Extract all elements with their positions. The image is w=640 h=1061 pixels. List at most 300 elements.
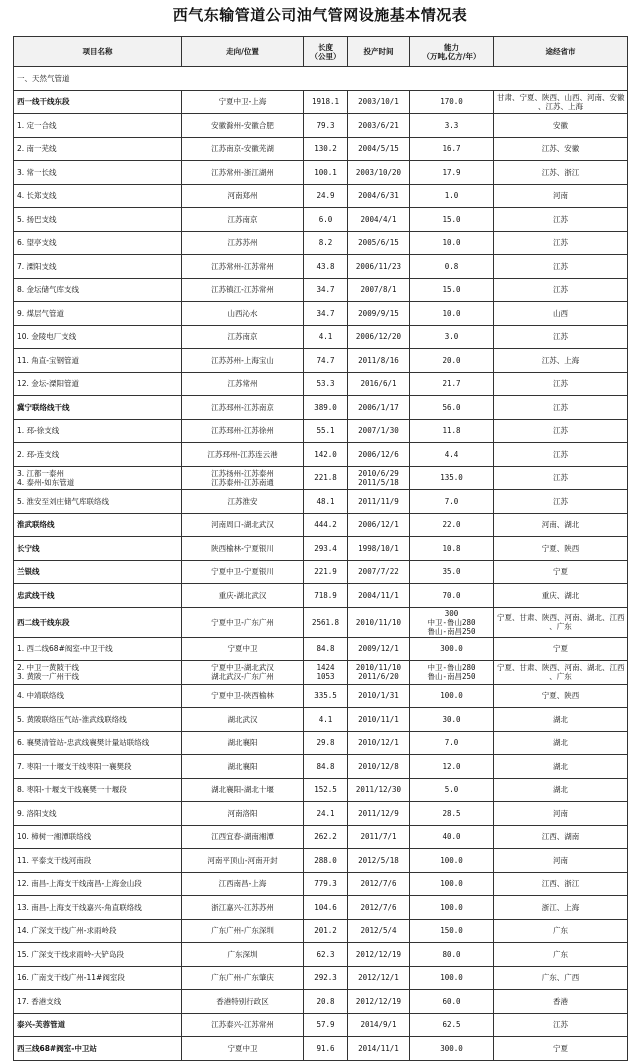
date-cell bbox=[348, 231, 410, 255]
capacity-text: 3.3 bbox=[444, 120, 459, 130]
length-text: 55.1 bbox=[316, 426, 335, 436]
route-cell bbox=[182, 349, 304, 373]
provinces-cell bbox=[494, 943, 628, 967]
capacity-cell bbox=[410, 1037, 494, 1061]
route-cell bbox=[182, 966, 304, 990]
page-title: 西气东输管道公司油气管网设施基本情况表 bbox=[172, 6, 468, 24]
length-cell bbox=[304, 896, 348, 920]
capacity-text: 70.0 bbox=[442, 590, 461, 600]
project-name-text: 6. 襄樊清管站-忠武线襄樊计量站联络线 bbox=[17, 738, 150, 748]
date-cell bbox=[348, 755, 410, 779]
table-row bbox=[14, 943, 628, 967]
capacity-text: 15.0 bbox=[442, 285, 461, 295]
table-row bbox=[14, 396, 628, 420]
length-cell bbox=[304, 560, 348, 584]
length-text: 779.3 bbox=[314, 879, 337, 889]
project-name-text: 忠武线干线 bbox=[17, 590, 55, 600]
capacity-cell bbox=[410, 490, 494, 514]
provinces-text: 河南、湖北 bbox=[541, 520, 580, 530]
length-cell bbox=[304, 966, 348, 990]
table-row bbox=[14, 537, 628, 561]
route-text: 江西南昌-上海 bbox=[218, 879, 267, 889]
date-text: 2004/11/1 bbox=[358, 590, 399, 600]
date-text: 2005/6/15 bbox=[358, 238, 399, 248]
project-name-text: 8. 枣阳-十堰支干线襄樊一十堰段 bbox=[17, 785, 127, 795]
date-cell bbox=[348, 778, 410, 802]
date-cell bbox=[348, 849, 410, 873]
provinces-cell bbox=[494, 231, 628, 255]
capacity-text: 300.0 bbox=[440, 1043, 463, 1053]
provinces-text: 江苏 bbox=[553, 1020, 568, 1030]
length-cell bbox=[304, 419, 348, 443]
length-cell bbox=[304, 684, 348, 708]
capacity-text: 鲁山-南昌250 bbox=[427, 672, 476, 682]
provinces-text: 江苏 bbox=[553, 496, 568, 506]
provinces-cell bbox=[494, 966, 628, 990]
length-cell bbox=[304, 137, 348, 161]
project-name-cell bbox=[14, 466, 182, 490]
capacity-cell bbox=[410, 919, 494, 943]
route-cell bbox=[182, 114, 304, 138]
project-name-cell bbox=[14, 896, 182, 920]
project-name-cell bbox=[14, 208, 182, 232]
capacity-cell bbox=[410, 349, 494, 373]
project-name-cell bbox=[14, 443, 182, 467]
project-name-cell bbox=[14, 161, 182, 185]
capacity-text: 170.0 bbox=[440, 97, 463, 107]
project-name-cell bbox=[14, 802, 182, 826]
project-name-cell bbox=[14, 490, 182, 514]
provinces-cell bbox=[494, 1013, 628, 1037]
capacity-text: 15.0 bbox=[442, 214, 461, 224]
provinces-text: 湖北 bbox=[553, 714, 568, 724]
capacity-text: 60.0 bbox=[442, 996, 461, 1006]
table-row bbox=[14, 919, 628, 943]
project-name-cell bbox=[14, 607, 182, 637]
project-name-text: 淮武联络线 bbox=[17, 520, 55, 530]
project-name-cell bbox=[14, 560, 182, 584]
provinces-text: 江苏 bbox=[553, 449, 568, 459]
project-name-text: 9. 洛阳支线 bbox=[17, 808, 57, 818]
project-name-text: 8. 金坛储气库支线 bbox=[17, 285, 80, 295]
length-cell bbox=[304, 208, 348, 232]
provinces-cell bbox=[494, 302, 628, 326]
table-row bbox=[14, 90, 628, 114]
table-row bbox=[14, 990, 628, 1014]
project-name-cell bbox=[14, 990, 182, 1014]
capacity-cell bbox=[410, 325, 494, 349]
route-cell bbox=[182, 1037, 304, 1061]
length-text: 1424 bbox=[316, 663, 335, 673]
section-label: 一、天然气管道 bbox=[14, 67, 628, 91]
project-name-cell bbox=[14, 90, 182, 114]
date-text: 2012/12/19 bbox=[355, 949, 402, 959]
capacity-cell bbox=[410, 396, 494, 420]
capacity-cell bbox=[410, 137, 494, 161]
route-cell bbox=[182, 443, 304, 467]
length-cell bbox=[304, 661, 348, 685]
capacity-text: 中卫-鲁山280 bbox=[427, 617, 476, 627]
provinces-text: 、广东 bbox=[549, 672, 572, 682]
capacity-text: 30.0 bbox=[442, 714, 461, 724]
length-text: 100.1 bbox=[314, 167, 337, 177]
date-text: 2009/12/1 bbox=[358, 644, 399, 654]
length-text: 201.2 bbox=[314, 926, 337, 936]
date-text: 2010/6/29 bbox=[358, 468, 399, 478]
capacity-text: 40.0 bbox=[442, 832, 461, 842]
length-text: 79.3 bbox=[316, 120, 335, 130]
length-cell bbox=[304, 372, 348, 396]
length-cell bbox=[304, 607, 348, 637]
route-text: 江苏南京 bbox=[227, 214, 258, 224]
route-text: 江苏常州-浙江湖州 bbox=[211, 167, 274, 177]
capacity-cell bbox=[410, 684, 494, 708]
route-text: 江苏苏州 bbox=[227, 238, 258, 248]
header-route: 走向/位置 bbox=[182, 37, 304, 67]
project-name-text: 2. 中卫一黄陂干线 bbox=[17, 663, 80, 673]
date-text: 2003/6/21 bbox=[358, 120, 399, 130]
capacity-text: 100.0 bbox=[440, 691, 463, 701]
project-name-text: 14. 广深支干线广州-求雨岭段 bbox=[17, 926, 117, 936]
project-name-text: 6. 望亭支线 bbox=[17, 238, 57, 248]
capacity-cell bbox=[410, 872, 494, 896]
length-cell bbox=[304, 161, 348, 185]
capacity-text: 10.8 bbox=[442, 543, 461, 553]
capacity-cell bbox=[410, 708, 494, 732]
project-name-text: 10. 樟树一湘潭联络线 bbox=[17, 832, 92, 842]
capacity-text: 10.0 bbox=[442, 238, 461, 248]
date-text: 2011/11/9 bbox=[358, 496, 399, 506]
table-row bbox=[14, 607, 628, 637]
table-row bbox=[14, 302, 628, 326]
capacity-text: 11.8 bbox=[442, 426, 461, 436]
capacity-text: 80.0 bbox=[442, 949, 461, 959]
date-text: 2016/6/1 bbox=[360, 379, 397, 389]
route-cell bbox=[182, 584, 304, 608]
length-text: 57.9 bbox=[316, 1020, 335, 1030]
project-name-text: 13. 南昌-上海支干线嘉兴-角直联络线 bbox=[17, 902, 142, 912]
length-text: 6.0 bbox=[318, 214, 333, 224]
capacity-text: 100.0 bbox=[440, 879, 463, 889]
table-row bbox=[14, 208, 628, 232]
route-text: 江苏邳州-江苏徐州 bbox=[211, 426, 274, 436]
route-text: 宁夏中卫 bbox=[227, 1043, 258, 1053]
capacity-cell bbox=[410, 943, 494, 967]
pipeline-table bbox=[13, 36, 628, 1061]
table-row bbox=[14, 802, 628, 826]
provinces-text: 河南 bbox=[553, 191, 568, 201]
route-text: 河南周口-湖北武汉 bbox=[211, 520, 274, 530]
length-cell bbox=[304, 755, 348, 779]
length-cell bbox=[304, 802, 348, 826]
project-name-cell bbox=[14, 708, 182, 732]
route-text: 湖北武汉-广东广州 bbox=[211, 672, 274, 682]
provinces-cell bbox=[494, 872, 628, 896]
provinces-text: 、江苏、上海 bbox=[538, 101, 583, 111]
capacity-cell bbox=[410, 825, 494, 849]
date-cell bbox=[348, 161, 410, 185]
project-name-cell bbox=[14, 325, 182, 349]
date-cell bbox=[348, 1013, 410, 1037]
date-text: 2010/11/1 bbox=[358, 714, 399, 724]
capacity-text: 1.0 bbox=[444, 191, 459, 201]
provinces-text: 江苏、浙江 bbox=[541, 167, 580, 177]
provinces-text: 宁夏 bbox=[553, 567, 568, 577]
project-name-cell bbox=[14, 231, 182, 255]
route-cell bbox=[182, 1013, 304, 1037]
route-cell bbox=[182, 684, 304, 708]
route-text: 河南洛阳 bbox=[227, 808, 258, 818]
capacity-cell bbox=[410, 513, 494, 537]
header-row bbox=[14, 37, 628, 67]
table-row bbox=[14, 661, 628, 685]
length-cell bbox=[304, 490, 348, 514]
project-name-cell bbox=[14, 114, 182, 138]
route-cell bbox=[182, 90, 304, 114]
length-text: 335.5 bbox=[314, 691, 337, 701]
date-text: 2012/12/19 bbox=[355, 996, 402, 1006]
date-text: 2011/6/20 bbox=[358, 672, 399, 682]
project-name-cell bbox=[14, 849, 182, 873]
section-row bbox=[14, 67, 628, 91]
project-name-text: 5. 扬巴支线 bbox=[17, 214, 57, 224]
provinces-text: 江苏、上海 bbox=[541, 355, 580, 365]
route-cell bbox=[182, 419, 304, 443]
length-text: 84.8 bbox=[316, 644, 335, 654]
capacity-cell bbox=[410, 778, 494, 802]
length-cell bbox=[304, 513, 348, 537]
date-cell bbox=[348, 990, 410, 1014]
route-cell bbox=[182, 278, 304, 302]
project-name-cell bbox=[14, 1013, 182, 1037]
project-name-text: 泰兴-芙蓉管道 bbox=[17, 1020, 66, 1030]
date-text: 2011/8/16 bbox=[358, 355, 399, 365]
project-name-cell bbox=[14, 537, 182, 561]
provinces-cell bbox=[494, 825, 628, 849]
project-name-text: 12. 南昌-上海支干线南昌-上海金山段 bbox=[17, 879, 142, 889]
provinces-text: 江西、浙江 bbox=[541, 879, 580, 889]
capacity-cell bbox=[410, 990, 494, 1014]
date-text: 2012/5/18 bbox=[358, 855, 399, 865]
length-text: 62.3 bbox=[316, 949, 335, 959]
length-text: 2561.8 bbox=[311, 617, 340, 627]
provinces-cell bbox=[494, 990, 628, 1014]
capacity-text: 5.0 bbox=[444, 785, 459, 795]
length-text: 34.7 bbox=[316, 285, 335, 295]
route-cell bbox=[182, 208, 304, 232]
header-name: 项目名称 bbox=[14, 37, 182, 67]
project-name-text: 2. 邳-连支线 bbox=[17, 449, 60, 459]
length-cell bbox=[304, 443, 348, 467]
project-name-text: 16. 广南支干线广州-11#阀室段 bbox=[17, 973, 125, 983]
length-cell bbox=[304, 349, 348, 373]
table-row bbox=[14, 755, 628, 779]
date-text: 2006/12/6 bbox=[358, 449, 399, 459]
route-cell bbox=[182, 255, 304, 279]
date-cell bbox=[348, 278, 410, 302]
provinces-text: 江苏 bbox=[553, 261, 568, 271]
date-text: 2009/9/15 bbox=[358, 308, 399, 318]
provinces-cell bbox=[494, 255, 628, 279]
capacity-cell bbox=[410, 208, 494, 232]
capacity-text: 100.0 bbox=[440, 973, 463, 983]
table-row bbox=[14, 372, 628, 396]
route-text: 广东广州-广东深圳 bbox=[211, 926, 274, 936]
project-name-cell bbox=[14, 349, 182, 373]
route-text: 湖北襄阳 bbox=[227, 761, 258, 771]
provinces-text: 河南 bbox=[553, 808, 568, 818]
capacity-cell bbox=[410, 1013, 494, 1037]
provinces-text: 广东 bbox=[553, 949, 568, 959]
provinces-text: 江苏 bbox=[553, 214, 568, 224]
provinces-text: 广东 bbox=[553, 926, 568, 936]
length-cell bbox=[304, 708, 348, 732]
route-text: 河南平顶山-河南开封 bbox=[207, 855, 278, 865]
table-row bbox=[14, 849, 628, 873]
project-name-text: 11. 角直-宝钢管道 bbox=[17, 355, 80, 365]
route-cell bbox=[182, 161, 304, 185]
route-text: 陕西榆林-宁夏银川 bbox=[211, 543, 274, 553]
provinces-text: 、广东 bbox=[549, 622, 572, 631]
date-text: 2014/11/1 bbox=[358, 1043, 399, 1053]
provinces-cell bbox=[494, 325, 628, 349]
route-cell bbox=[182, 943, 304, 967]
date-cell bbox=[348, 607, 410, 637]
length-text: 8.2 bbox=[318, 238, 333, 248]
capacity-cell bbox=[410, 637, 494, 661]
length-text: 4.1 bbox=[318, 332, 333, 342]
date-cell bbox=[348, 137, 410, 161]
provinces-text: 江西、湖南 bbox=[541, 832, 580, 842]
provinces-cell bbox=[494, 731, 628, 755]
project-name-cell bbox=[14, 184, 182, 208]
route-text: 江苏苏州-上海宝山 bbox=[211, 355, 274, 365]
route-cell bbox=[182, 396, 304, 420]
capacity-text: 56.0 bbox=[442, 402, 461, 412]
capacity-cell bbox=[410, 372, 494, 396]
project-name-cell bbox=[14, 278, 182, 302]
length-text: 84.8 bbox=[316, 761, 335, 771]
provinces-text: 宁夏、陕西 bbox=[541, 543, 580, 553]
header-provinces: 途经省市 bbox=[494, 37, 628, 67]
project-name-cell bbox=[14, 1037, 182, 1061]
provinces-cell bbox=[494, 161, 628, 185]
table-row bbox=[14, 825, 628, 849]
route-text: 江苏淮安 bbox=[227, 496, 258, 506]
header-length: 长度 （公里） bbox=[304, 37, 348, 67]
project-name-cell bbox=[14, 513, 182, 537]
table-row bbox=[14, 1013, 628, 1037]
project-name-text: 兰银线 bbox=[17, 567, 40, 577]
length-text: 221.9 bbox=[314, 567, 337, 577]
project-name-text: 西二线干线东段 bbox=[17, 617, 70, 627]
length-cell bbox=[304, 849, 348, 873]
length-text: 262.2 bbox=[314, 832, 337, 842]
table-row bbox=[14, 560, 628, 584]
date-cell bbox=[348, 537, 410, 561]
route-text: 宁夏中卫-陕西榆林 bbox=[211, 691, 274, 701]
project-name-text: 3. 黄陂一广州干线 bbox=[17, 672, 80, 682]
date-cell bbox=[348, 919, 410, 943]
capacity-cell bbox=[410, 584, 494, 608]
table-row bbox=[14, 896, 628, 920]
project-name-cell bbox=[14, 966, 182, 990]
project-name-text: 7. 溧阳支线 bbox=[17, 261, 57, 271]
provinces-text: 广东、广西 bbox=[541, 973, 580, 983]
project-name-cell bbox=[14, 825, 182, 849]
capacity-cell bbox=[410, 607, 494, 637]
project-name-text: 9. 煤层气管道 bbox=[17, 308, 65, 318]
project-name-text: 冀宁联络线干线 bbox=[17, 402, 70, 412]
date-cell bbox=[348, 419, 410, 443]
length-text: 718.9 bbox=[314, 590, 337, 600]
route-text: 宁夏中卫-上海 bbox=[218, 97, 267, 107]
capacity-text: 21.7 bbox=[442, 379, 461, 389]
date-cell bbox=[348, 302, 410, 326]
route-cell bbox=[182, 184, 304, 208]
capacity-text: 12.0 bbox=[442, 761, 461, 771]
date-text: 2011/5/18 bbox=[358, 477, 399, 487]
project-name-text: 2. 南一芜线 bbox=[17, 144, 57, 154]
length-cell bbox=[304, 231, 348, 255]
project-name-text: 3. 常一长线 bbox=[17, 167, 57, 177]
capacity-text: 20.0 bbox=[442, 355, 461, 365]
project-name-text: 10. 金陵电厂支线 bbox=[17, 332, 77, 342]
provinces-text: 宁夏 bbox=[553, 1043, 568, 1053]
provinces-text: 宁夏、甘肃、陕西、河南、湖北、江西 bbox=[497, 663, 625, 673]
route-text: 江苏泰兴-江苏常州 bbox=[211, 1020, 274, 1030]
provinces-text: 江苏 bbox=[553, 473, 568, 483]
route-text: 宁夏中卫-湖北武汉 bbox=[211, 663, 274, 673]
table-row bbox=[14, 637, 628, 661]
provinces-cell bbox=[494, 466, 628, 490]
length-cell bbox=[304, 825, 348, 849]
table-row bbox=[14, 466, 628, 490]
capacity-text: 17.9 bbox=[442, 167, 461, 177]
date-cell bbox=[348, 443, 410, 467]
provinces-text: 河南 bbox=[553, 855, 568, 865]
date-text: 2006/11/23 bbox=[355, 261, 402, 271]
date-cell bbox=[348, 114, 410, 138]
provinces-text: 山西 bbox=[553, 308, 568, 318]
date-cell bbox=[348, 208, 410, 232]
date-text: 2007/8/1 bbox=[360, 285, 397, 295]
project-name-cell bbox=[14, 684, 182, 708]
capacity-cell bbox=[410, 302, 494, 326]
project-name-cell bbox=[14, 372, 182, 396]
length-text: 20.8 bbox=[316, 996, 335, 1006]
provinces-cell bbox=[494, 349, 628, 373]
provinces-text: 江苏、安徽 bbox=[541, 144, 580, 154]
route-text: 江苏南京-安徽芜湖 bbox=[211, 144, 274, 154]
length-cell bbox=[304, 637, 348, 661]
length-text: 1053 bbox=[316, 672, 335, 682]
length-cell bbox=[304, 537, 348, 561]
provinces-cell bbox=[494, 490, 628, 514]
length-cell bbox=[304, 990, 348, 1014]
project-name-text: 1. 邳-徐支线 bbox=[17, 426, 60, 436]
date-text: 2011/12/30 bbox=[355, 785, 402, 795]
date-cell bbox=[348, 731, 410, 755]
date-text: 2011/12/9 bbox=[358, 808, 399, 818]
project-name-text: 长宁线 bbox=[17, 543, 40, 553]
route-cell bbox=[182, 372, 304, 396]
route-text: 浙江嘉兴-江苏苏州 bbox=[211, 902, 274, 912]
route-text: 江苏邳州-江苏南京 bbox=[211, 402, 274, 412]
provinces-cell bbox=[494, 396, 628, 420]
table-row bbox=[14, 513, 628, 537]
project-name-text: 5. 淮安至刘庄储气库联络线 bbox=[17, 496, 110, 506]
